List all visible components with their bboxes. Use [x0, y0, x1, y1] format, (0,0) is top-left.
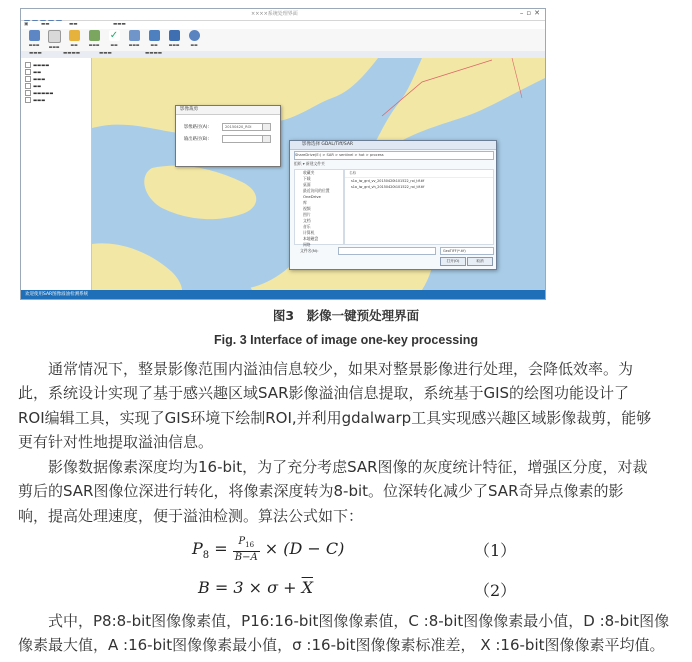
browse-button[interactable] — [262, 135, 271, 143]
text-line: 式中，P8:8-bit图像像素值，P16:16-bit图像像素值，C :8-bit图像像素最小值，D :8-bit图像 — [18, 612, 670, 630]
layer-icon — [129, 30, 140, 41]
nav-pane-item[interactable]: 收藏夹 — [303, 170, 315, 175]
file-dialog-title: 影像选择 GDAL/Tiff/SAR — [290, 141, 496, 150]
globe-icon — [189, 30, 200, 41]
tree-item[interactable]: ▬▬▬ — [25, 97, 45, 104]
text-line: 更有针对性地提取溢油信息。 — [18, 433, 214, 452]
check-icon: ✓ — [109, 30, 119, 41]
menu-tab[interactable]: ▣ — [24, 22, 29, 27]
nav-pane-item[interactable]: OneDrive — [303, 194, 321, 199]
nav-pane-item[interactable]: 计算机 — [303, 230, 315, 235]
output-path-field[interactable] — [222, 135, 266, 143]
formula-symbol: P — [192, 539, 203, 558]
navigation-pane — [294, 169, 344, 245]
ribbon-button[interactable]: ▬▬▬ — [23, 30, 45, 50]
ribbon-toolbar — [21, 29, 545, 52]
output-path-label: 输出路径(B): — [184, 137, 209, 142]
menu-bar — [21, 21, 545, 29]
open-icon — [29, 30, 40, 41]
text-line: 响，提高处理速度，便于溢油检测。算法公式如下： — [18, 506, 364, 525]
menu-tab[interactable]: ▬▬▬ — [113, 22, 126, 27]
file-dialog-toolbar[interactable]: 组织 ▾ 新建文件夹 — [294, 161, 325, 166]
address-bar[interactable]: ShareDrive(E:) > SAR > sentinel > hot > process — [294, 151, 494, 160]
file-item[interactable]: s1a_iw_grd_vh_20150420t101522_roi_tif.tif — [351, 185, 425, 189]
ribbon-button[interactable]: ▬▬▬ — [163, 30, 185, 50]
window-controls[interactable]: –▫✕ — [519, 9, 543, 17]
filename-input[interactable] — [338, 247, 436, 255]
status-bar — [21, 290, 545, 299]
nav-pane-item[interactable]: 视频 — [303, 206, 311, 211]
text-line: ROI编辑工具，实现了GIS环境下绘制ROI,并利用gdalwarp工具实现感兴趣区域影像裁剪，能够 — [18, 408, 652, 427]
text-line: 影像数据像素深度均为16-bit，为了充分考虑SAR图像的灰度统计特征，增强区分度，对裁 — [18, 458, 648, 476]
image-path-label: 影像路径(A): — [184, 125, 209, 130]
formula-symbol: B−A — [234, 552, 258, 563]
ribbon-button[interactable]: ✓ ▬▬ — [109, 30, 119, 47]
crop-dialog — [175, 105, 281, 167]
nav-pane-item[interactable]: 库 — [303, 200, 307, 205]
folder-icon — [69, 30, 80, 41]
formula-expression: × (D − C) — [264, 539, 345, 558]
database-icon — [149, 30, 160, 41]
menu-tab[interactable]: ▬▬ — [69, 22, 78, 27]
paragraph-3 — [18, 609, 680, 658]
ribbon-button[interactable]: ▬▬▬ — [83, 30, 105, 50]
text-line: 通常情况下，整景影像范围内溢油信息较少，如果对整景影像进行处理，会降低效率。为 — [18, 360, 634, 378]
formula-symbol: $\overline{X}$ — [301, 578, 313, 597]
filename-label: 文件名(N): — [300, 248, 319, 253]
nav-pane-item[interactable]: 本地磁盘 — [303, 236, 319, 241]
cancel-button[interactable]: 取消 — [467, 257, 493, 266]
equation-number-1: （1） — [474, 541, 517, 560]
nav-pane-item[interactable]: 图片 — [303, 212, 311, 217]
equation-number-2: （2） — [474, 581, 517, 600]
formula-symbol: P — [238, 536, 246, 547]
ribbon-button[interactable]: ▬▬▬ — [43, 30, 65, 50]
text-line: 此，系统设计实现了基于感兴趣区域SAR影像溢油信息提取，系统基于GIS的绘图功能设计了 — [18, 384, 630, 403]
paragraph-2 — [18, 455, 680, 528]
formula-subscript: 16 — [245, 541, 255, 549]
formula-fraction — [233, 536, 260, 563]
ribbon-button[interactable]: ▬▬ — [183, 30, 205, 50]
figure-caption-chinese: 图3 影像一键预处理界面 — [272, 308, 420, 323]
name-column-header[interactable]: 名称 — [345, 170, 493, 178]
paragraph-1 — [18, 357, 680, 455]
text-line: 剪后的SAR图像位深进行转化，将像素深度转为8-bit。位深转化减少了SAR奇异点像素的影 — [18, 482, 624, 501]
nav-pane-item[interactable]: 下载 — [303, 176, 311, 181]
edit-icon — [48, 30, 61, 43]
nav-pane-item[interactable]: 最近访问的位置 — [303, 188, 330, 193]
ribbon-button[interactable]: ▬▬ — [63, 30, 85, 50]
nav-pane-item[interactable]: 桌面 — [303, 182, 311, 187]
ribbon-button[interactable]: ▬▬ — [143, 30, 165, 50]
layer-tree-panel — [21, 58, 92, 290]
window-titlebar — [21, 9, 545, 21]
file-open-dialog — [289, 140, 497, 270]
browse-button[interactable] — [262, 123, 271, 131]
formula-2 — [198, 578, 313, 597]
figure-caption-english: Fig. 3 Interface of image one-key processing — [214, 333, 478, 347]
tree-item[interactable]: ▬▬▬▬ — [25, 62, 49, 69]
process-icon — [89, 30, 100, 41]
window-title: ××××系统处理界面 — [251, 11, 298, 17]
crop-dialog-title: 影像裁剪 — [176, 106, 280, 115]
map-icon — [169, 30, 180, 41]
text-line: 像素最大值，A :16-bit图像像素最小值，σ :16-bit图像像素标准差， X :16-bit图像像素平均值。 — [18, 636, 665, 655]
ribbon-button[interactable]: ▬▬▬ — [123, 30, 145, 50]
nav-pane-item[interactable]: 音乐 — [303, 224, 311, 229]
file-list — [344, 169, 494, 245]
filetype-select[interactable]: GeoTIFF(*.tif) — [440, 247, 494, 255]
open-button[interactable]: 打开(O) — [440, 257, 466, 266]
formula-subscript: 8 — [202, 550, 210, 562]
software-screenshot — [20, 8, 546, 300]
formula-1: $P_8$ = $\frac{P_{16}}{B-A}$ × (D − C) — [192, 536, 345, 563]
formula-expression: B = 3 × σ + — [198, 578, 302, 597]
status-text: 欢迎使用SAR图像溢油检测系统 — [25, 292, 89, 297]
tree-item[interactable]: ▬▬▬ — [25, 76, 45, 83]
tree-item[interactable]: ▬▬ — [25, 69, 41, 76]
file-item[interactable]: s1a_iw_grd_vv_20150420t101522_roi_tif.tif — [351, 179, 425, 183]
panel-header: ▬▬▬ ▬▬▬▬ ▬▬▬ ▬▬▬▬ — [21, 51, 545, 59]
nav-pane-item[interactable]: 文档 — [303, 218, 311, 223]
nav-pane-item[interactable]: 网络 — [303, 242, 311, 247]
tree-item[interactable]: ▬▬ — [25, 83, 41, 90]
image-path-field[interactable]: 20150420_ROI — [222, 123, 266, 131]
tree-item[interactable]: ▬▬▬▬▬ — [25, 90, 53, 97]
menu-tab[interactable]: ▬▬ — [41, 22, 50, 27]
